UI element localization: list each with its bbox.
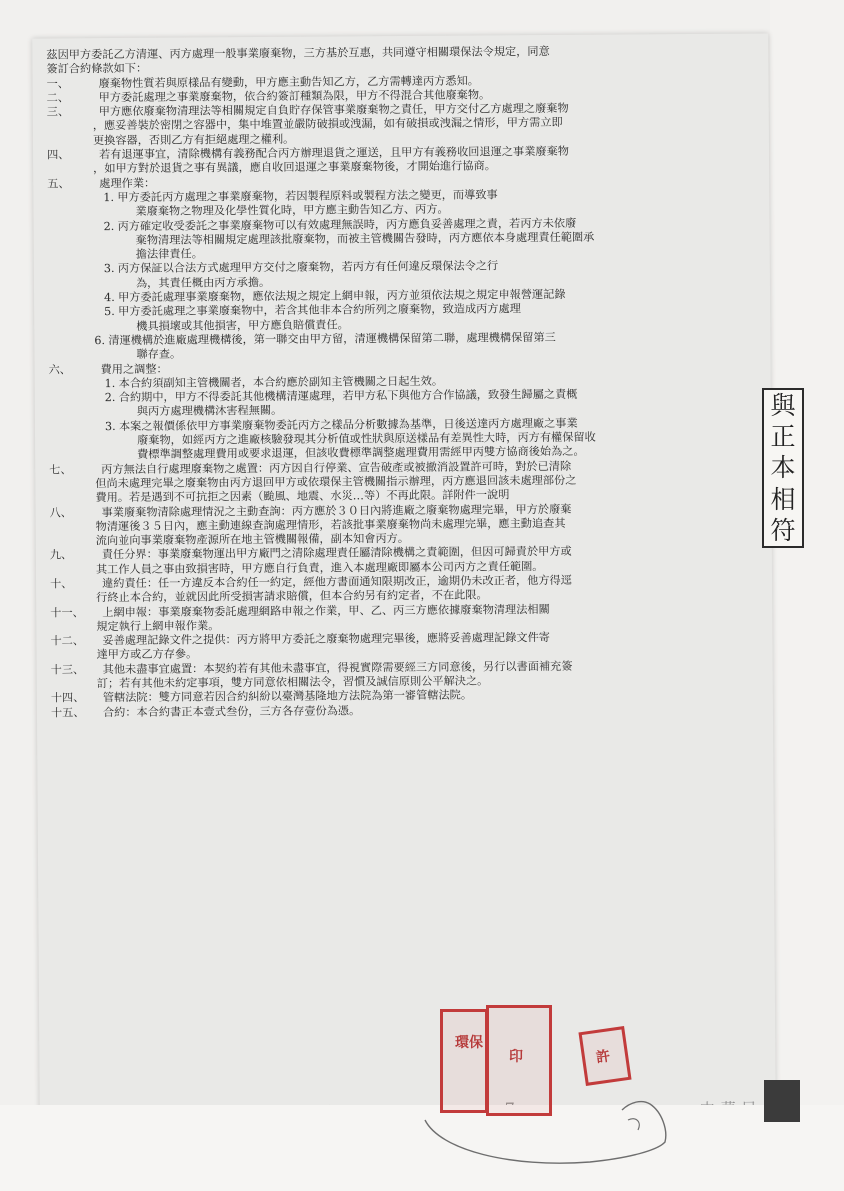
clause-number: 2. bbox=[103, 219, 115, 233]
contract-body bbox=[46, 44, 757, 721]
clause-text: 訂；若有其他未約定事項，雙方同意依相關法令，習慣及誠信原則公平解決之。 bbox=[96, 674, 489, 691]
stamp-char: 與 bbox=[770, 391, 796, 421]
clause-text: 行終止本合約，並就因此所受損害請求賠償，但本合約另有約定者，不在此限。 bbox=[96, 588, 488, 605]
clause-text: 上網申報：事業廢棄物委託處理網路申報之作業，甲、乙、丙三方應依據廢棄物清理法相關 bbox=[102, 602, 550, 619]
clause-number: 3. bbox=[103, 262, 115, 276]
clause-number: 五、 bbox=[47, 176, 70, 191]
clause-text: 簽訂合約條款如下： bbox=[46, 62, 148, 76]
clause-text: 甲方委託處理事業廢棄物，應依法規之規定上網申報，丙方並須依法規之規定申報營運記錄 bbox=[118, 287, 566, 305]
clause-text: 甲方委託丙方處理之事業廢棄物，若因製程原料或製程方法之變更，而導致事 bbox=[117, 188, 498, 204]
clause-text: 丙方保証以合法方式處理甲方交付之廢棄物，若丙方有任何違反環保法令之行 bbox=[117, 259, 499, 276]
clause-number: 二、 bbox=[46, 91, 70, 105]
clause-number: 2. bbox=[104, 391, 116, 405]
clause-number: 一、 bbox=[46, 76, 69, 91]
clause-text: 為，其責任概由丙方承擔。 bbox=[135, 275, 271, 290]
stamp-char: 正 bbox=[770, 422, 796, 452]
clause-text: 丙方無法自行處理廢棄物之處置：丙方因自行停業、宣告破產或被撤消設置許可時，對於已清除 bbox=[101, 459, 572, 476]
certified-true-copy-stamp bbox=[762, 388, 804, 548]
clause-text: 費用。若是遇到不可抗拒之因素（颱風、地震、水災…等）不再此限。詳附件一說明 bbox=[95, 488, 510, 505]
clause-text: 合約期中，甲方不得委託其他機構清運處理，若甲方私下與他方合作協議，致發生歸屬之責概 bbox=[118, 387, 578, 405]
clause-text: 甲方委託處理之事業廢棄物中，若含其他非本合約所列之廢棄物，致造成丙方處理 bbox=[118, 302, 521, 319]
clause-text: 本案之報價係依甲方事業廢棄物委託丙方之樣品分析數據為基準，日後送達丙方處理廠之事業 bbox=[118, 416, 578, 433]
clause-text: 妥善處理記錄文件之提供：丙方將甲方委託之廢棄物處理完畢後，應將妥善處理記錄文件寄 bbox=[102, 631, 550, 648]
clause-text: 棄物清理法等相關規定處理該批廢棄物，而被主管機關告發時，丙方應依本身處理責任範圍承 bbox=[135, 230, 595, 247]
representative-seal bbox=[578, 1026, 631, 1086]
clause-text: 茲因甲方委託乙方清運、丙方處理一般事業廢棄物，三方基於互惠，共同遵守相關環保法令規定，同意 bbox=[46, 44, 550, 62]
clause-number: 3. bbox=[104, 419, 116, 433]
clause-text: 管轄法院：雙方同意若因合約糾紛以臺灣基隆地方法院為第一審管轄法院。 bbox=[102, 688, 473, 705]
clause-text: 費用之調整： bbox=[100, 362, 168, 376]
clause-number: 八、 bbox=[49, 505, 72, 519]
clause-text: 本合約須副知主管機關者，本合約應於副知主管機關之日起生效。 bbox=[118, 374, 444, 390]
clause-text: 甲方應依廢棄物清理法等相關規定自負貯存保管事業廢棄物之責任，甲方交付乙方處理之廢棄物 bbox=[98, 102, 569, 119]
clause-text: 事業廢棄物清除處理情況之主動查詢：丙方應於３０日內將進廠之廢棄物處理完畢，甲方於廢棄 bbox=[101, 502, 572, 519]
clause-text: 更換容器，否則乙方有拒絕處理之權利。 bbox=[92, 132, 295, 147]
clause-text: 規定執行上網申報作業。 bbox=[96, 619, 220, 634]
clause-text: ，應妥善裝於密閉之容器中，集中堆置並嚴防破損或洩漏，如有破損或洩漏之情形，甲方需立即 bbox=[92, 116, 563, 133]
seal-glyph: 環保 bbox=[455, 1035, 483, 1051]
stamp-char: 本 bbox=[770, 453, 796, 483]
clause-number: 十五、 bbox=[50, 705, 85, 720]
stamp-char: 相 bbox=[770, 484, 796, 514]
clause-text: 但尚未處理完畢之廢棄物由丙方退回甲方或依環保主管機關指示辦理，丙方應退回該未處理部份之 bbox=[95, 473, 577, 491]
clause-number: 四、 bbox=[47, 148, 70, 162]
clause-number: 5. bbox=[104, 305, 115, 319]
seal-glyph: 許 bbox=[595, 1048, 612, 1067]
clause-text: 合約：本合約書正本壹式叁份，三方各存壹份為憑。 bbox=[102, 703, 361, 719]
clause-text: 若有退運事宜，清除機構有義務配合丙方辦理退貨之運送，且甲方有義務收回退運之事業廢棄物 bbox=[99, 144, 569, 162]
clause-text: 丙方確定收受委託之事業廢棄物可以有效處理無誤時，丙方應負妥善處理之責，若丙方未依廢 bbox=[117, 216, 577, 233]
clause-text: 違約責任：任一方違反本合約任一約定，經他方書面通知限期改正，逾期仍未改正者，他方得逕 bbox=[102, 573, 572, 591]
clause-number: 十一、 bbox=[50, 605, 84, 620]
clause-text: 流向並向事業廢棄物產源所在地主管機關報備，副本知會丙方。 bbox=[95, 532, 410, 548]
clause-text: 廢棄物，如經丙方之進廠核驗發現其分析值或性狀與原送樣品有差異性大時，丙方有權保留收 bbox=[137, 430, 596, 447]
clause-text: 責任分界：事業廢棄物運出甲方廠門之清除處理責任屬清除機構之責範圍，但因可歸責於甲方或 bbox=[101, 545, 572, 562]
clause-number: 六、 bbox=[48, 362, 71, 377]
clause-number: 三、 bbox=[46, 105, 70, 119]
seal-glyph: 印 bbox=[509, 1049, 523, 1065]
document-page bbox=[32, 33, 776, 1118]
clause-number: 十、 bbox=[50, 577, 73, 591]
clause-text: 甲方委託處理之事業廢棄物，依合約簽訂種類為限，甲方不得混合其他廢棄物。 bbox=[98, 88, 491, 105]
clause-text: 擔法律責任。 bbox=[135, 247, 203, 262]
scan-margin-right bbox=[770, 0, 844, 1191]
clause-number: 十四、 bbox=[50, 691, 85, 705]
clause-text: 與丙方處理機構沐害程無關。 bbox=[136, 404, 283, 419]
clause-text: 其工作人員之事由致損害時，甲方應自行負責，進入本處理廠即屬本公司丙方之責任範圍。 bbox=[95, 559, 544, 576]
clause-text: 機具損壞或其他損害，甲方應負賠償責任。 bbox=[136, 318, 349, 333]
clause-text: 處理作業： bbox=[99, 176, 156, 190]
clause-text: 廢棄物性質若與原樣品有變動，甲方應主動告知乙方，乙方需轉達丙方悉知。 bbox=[98, 74, 479, 90]
scan-corner-shadow bbox=[764, 1080, 800, 1122]
clause-number: 十三、 bbox=[50, 663, 85, 677]
clause-text: ，如甲方對於退貨之事有異議，應自收回退運之事業廢棄物後，才開始進行協商。 bbox=[93, 159, 496, 176]
handwritten-signature-mark bbox=[400, 1080, 700, 1175]
clause-number: 6. bbox=[94, 334, 106, 348]
clause-number: 十二、 bbox=[50, 634, 85, 648]
clause-text: 費標準調整處理費用或要求退運，但該收費標準調整處理費用需經甲丙雙方協商後始為之。 bbox=[137, 445, 585, 462]
clause-text: 物清運後３５日內，應主動連線查詢處理情形，若該批事業廢棄物尚未處理完畢，應主動追查其 bbox=[95, 516, 566, 533]
clause-number: 九、 bbox=[49, 548, 73, 562]
clause-text: 聯存查。 bbox=[136, 347, 182, 362]
clause-text: 清運機構於進廠處理機構後，第一聯交由甲方留，清運機構保留第二聯，處理機構保留第三 bbox=[108, 330, 556, 347]
clause-number: 1. bbox=[104, 376, 116, 390]
stamp-char: 符 bbox=[770, 515, 796, 545]
clause-text: 業廢棄物之物理及化學性質化時，甲方應主動告知乙方、丙方。 bbox=[135, 202, 449, 219]
clause-number: 4. bbox=[104, 291, 115, 305]
clause-text: 達甲方或乙方存參。 bbox=[96, 647, 198, 662]
clause-text: 其他未盡事宜處置：本契約若有其他未盡事宜，得視實際需要經三方同意後，另行以書面補充簽 bbox=[102, 659, 573, 676]
clause-number: 1. bbox=[103, 190, 115, 205]
clause-number: 七、 bbox=[49, 462, 72, 477]
